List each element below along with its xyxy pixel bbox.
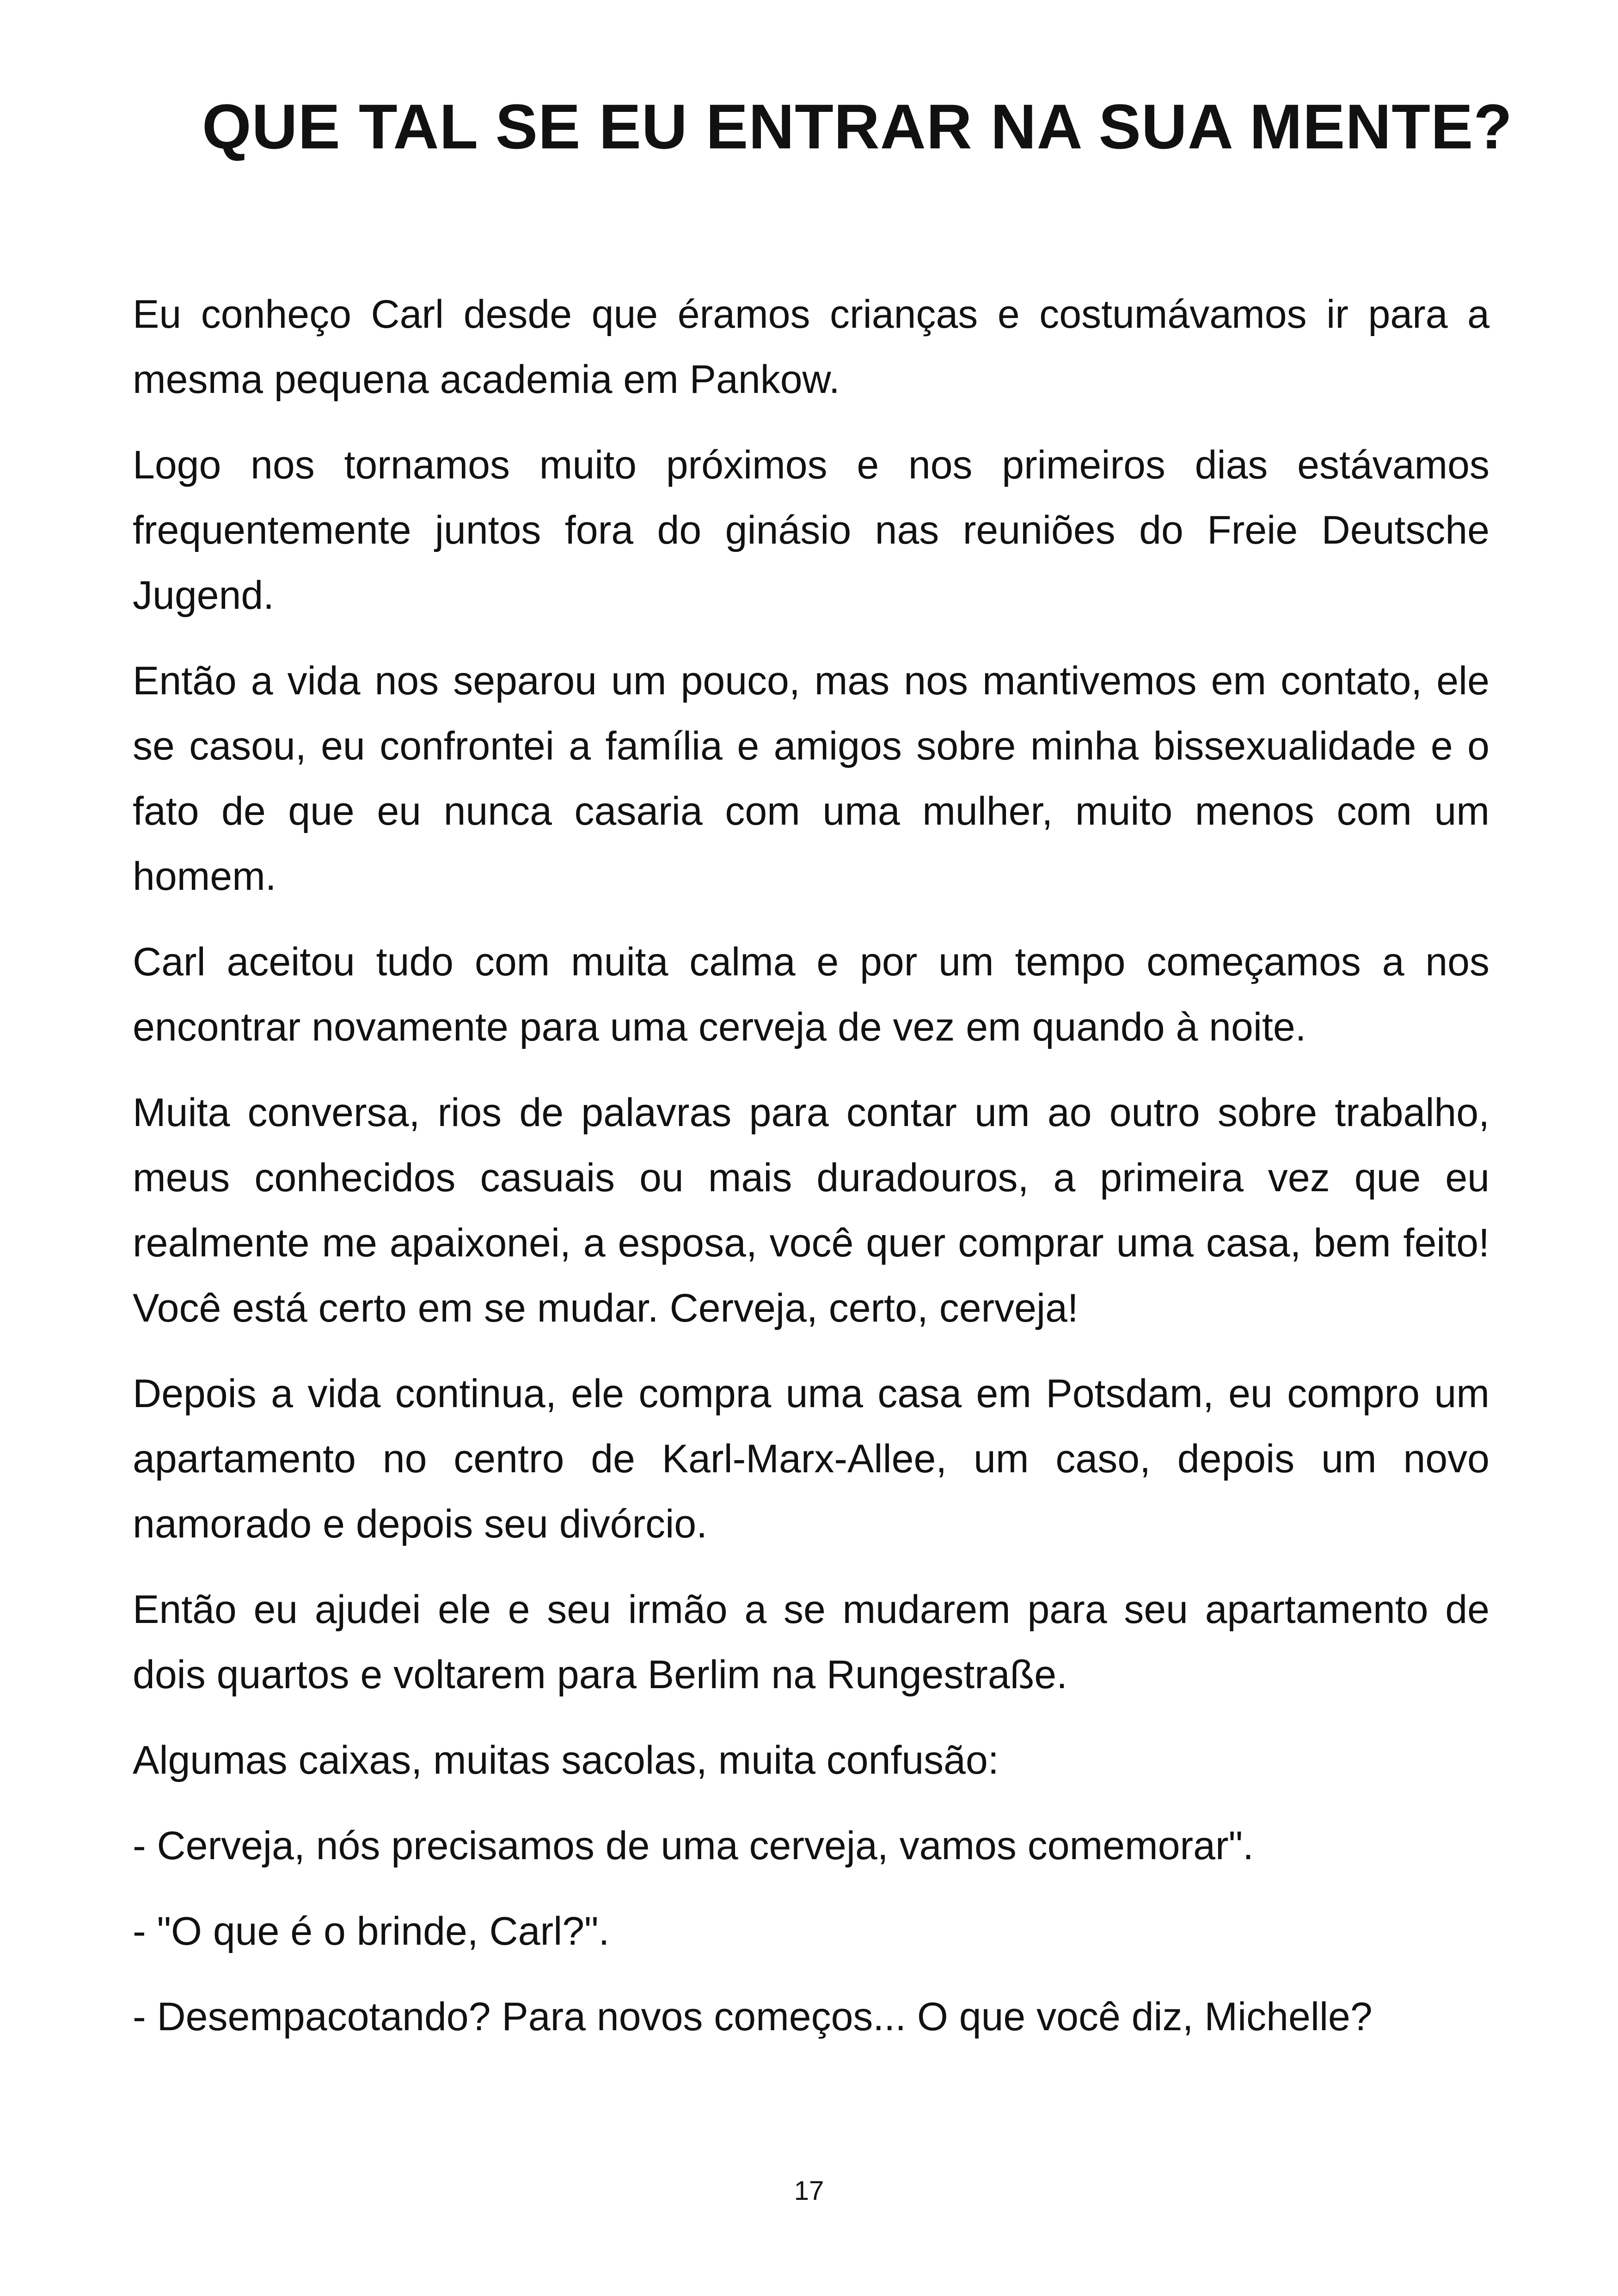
dialogue-line: - Cerveja, nós precisamos de uma cerveja, vamos comemorar". (133, 1824, 1254, 1868)
paragraph: Logo nos tornamos muito próximos e nos primeiros dias estávamos frequentemente juntos fora do ginásio nas reuniões do Freie Deutsche Jugend. (133, 443, 1489, 618)
paragraph: Então eu ajudei ele e seu irmão a se mudarem para seu apartamento de dois quartos e voltarem para Berlim na Rungestraße. (133, 1587, 1489, 1697)
paragraph: Depois a vida continua, ele compra uma casa em Potsdam, eu compro um apartamento no centro de Karl-Marx-Allee, um caso, depois um novo namorado e depois seu divórcio. (133, 1371, 1489, 1546)
chapter-title: QUE TAL SE EU ENTRAR NA SUA MENTE? (202, 92, 1513, 162)
paragraph: Então a vida nos separou um pouco, mas nos mantivemos em contato, ele se casou, eu confrontei a família e amigos sobre minha bissexualidade e o fato de que eu nunca casaria com uma mulher, muito menos com um homem. (133, 659, 1489, 899)
dialogue-line: - Desempacotando? Para novos começos... O que você diz, Michelle? (133, 1995, 1373, 2039)
paragraph: Algumas caixas, muitas sacolas, muita confusão: (133, 1738, 999, 1782)
chapter-body (133, 282, 1489, 2070)
paragraph: Carl aceitou tudo com muita calma e por um tempo começamos a nos encontrar novamente para uma cerveja de vez em quando à noite. (133, 940, 1489, 1049)
dialogue-line: - "O que é o brinde, Carl?". (133, 1909, 610, 1953)
page-number: 17 (794, 2176, 824, 2206)
paragraph: Eu conheço Carl desde que éramos crianças e costumávamos ir para a mesma pequena academia em Pankow. (133, 292, 1489, 402)
paragraph: Muita conversa, rios de palavras para contar um ao outro sobre trabalho, meus conhecidos casuais ou mais duradouros, a primeira vez que eu realmente me apaixonei, a esposa, você quer comprar uma casa, bem feito! Você está certo em se mudar. Cerveja, certo, cerveja! (133, 1090, 1489, 1330)
